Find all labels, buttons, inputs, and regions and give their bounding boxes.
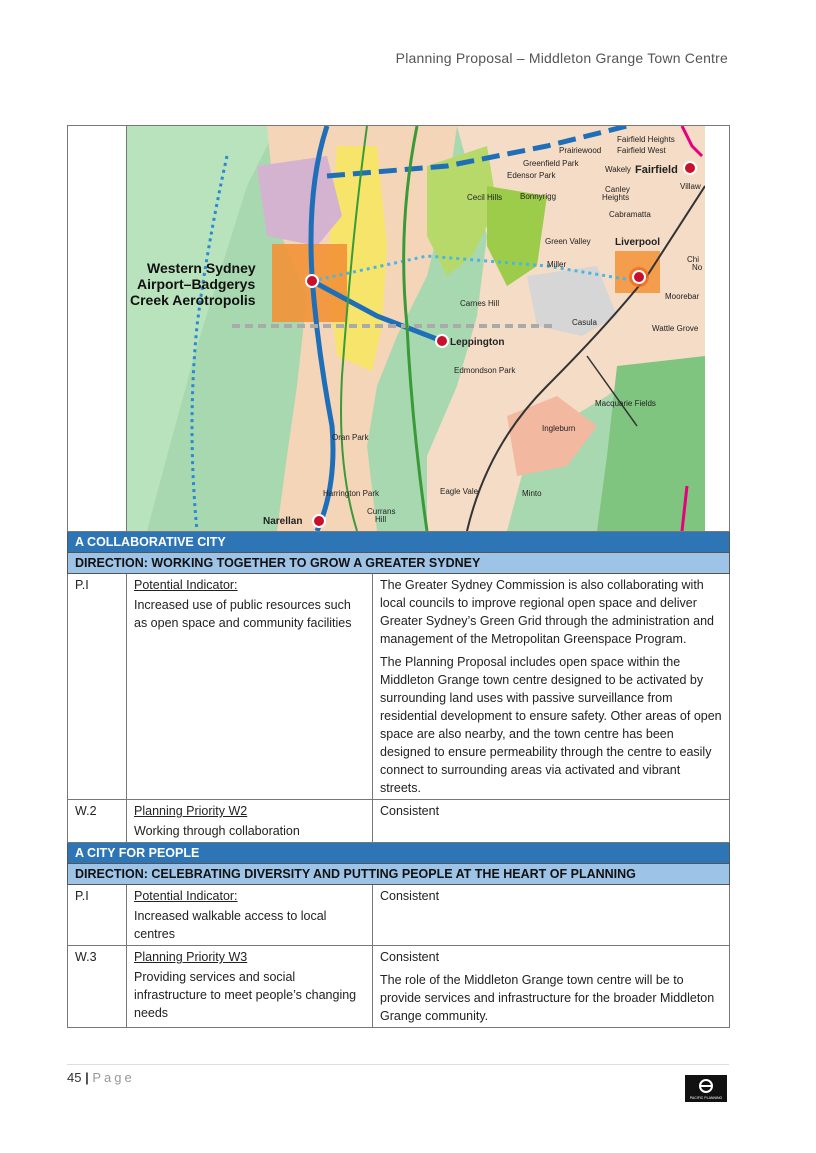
label-carnes-hill: Carnes Hill [460, 299, 500, 308]
label-currans-2: Hill [375, 515, 387, 524]
row-code: W.2 [68, 800, 127, 843]
label-edensor-park: Edensor Park [507, 171, 556, 180]
response-paragraph: Consistent [380, 889, 440, 903]
row-subtext: Increased use of public resources such as open space and community facilities [134, 598, 352, 630]
label-villawood: Villaw [680, 182, 701, 191]
label-moorebank: Moorebar [665, 292, 700, 301]
row-heading-cell [127, 574, 373, 800]
logo-mark-icon [685, 1075, 727, 1102]
map-title-line-3: Creek Aerotropolis [130, 292, 256, 308]
table-row [68, 946, 730, 1028]
label-bonnyrigg: Bonnyrigg [520, 192, 557, 201]
aerotropolis-title [130, 260, 256, 308]
section-header-collaborative-city [68, 532, 730, 553]
map-empty-cell [68, 126, 127, 532]
label-casula: Casula [572, 318, 597, 327]
liverpool-node [633, 271, 645, 283]
label-liverpool: Liverpool [615, 237, 661, 248]
aerotropolis-node [306, 275, 318, 287]
map-title-line-1: Western Sydney [147, 260, 256, 276]
response-paragraph: Consistent [380, 950, 440, 964]
row-heading-cell [127, 946, 373, 1028]
direction-title: DIRECTION: CELEBRATING DIVERSITY AND PUTTING PEOPLE AT THE HEART OF PLANNING [68, 864, 730, 885]
row-heading-cell [127, 885, 373, 946]
response-paragraph: The Planning Proposal includes open space within the Middleton Grange town centre designed to be activated by surrounding land uses with passive surveillance from residential development to ensure safety. Other areas of open space are also nearby, and the town centre has been designed to ensure permeability through the centre to easily connect to surrounding areas via activated and vibrant streets. [380, 655, 722, 795]
label-greenfield-park: Greenfield Park [523, 159, 579, 168]
row-heading: Planning Priority W3 [134, 950, 248, 964]
row-heading-cell [127, 800, 373, 843]
label-narellan: Narellan [263, 516, 303, 527]
row-response-cell [373, 946, 730, 1028]
section-title: A CITY FOR PEOPLE [68, 843, 730, 864]
label-prairiewood: Prairiewood [559, 146, 602, 155]
row-response-cell [373, 800, 730, 843]
row-response-cell [373, 574, 730, 800]
label-leppington: Leppington [450, 337, 505, 348]
label-wakely: Wakely [605, 165, 631, 174]
row-code: P.I [68, 885, 127, 946]
footer-page-number [67, 1070, 135, 1085]
row-code: W.3 [68, 946, 127, 1028]
direction-title: DIRECTION: WORKING TOGETHER TO GROW A GREATER SYDNEY [68, 553, 730, 574]
label-fairfield: Fairfield [635, 164, 678, 176]
label-harrington-park: Harrington Park [323, 489, 380, 498]
table-row [68, 800, 730, 843]
page-header-title: Planning Proposal – Middleton Grange Town Centre [395, 50, 728, 66]
fairfield-node [684, 162, 696, 174]
label-fairfield-heights: Fairfield Heights [617, 135, 675, 144]
label-canley-1: Canley [605, 185, 630, 194]
label-fairfield-west: Fairfield West [617, 146, 666, 155]
label-canley-2: Heights [602, 193, 630, 202]
label-eagle-vale: Eagle Vale [440, 487, 479, 496]
row-code: P.I [68, 574, 127, 800]
leppington-node [436, 335, 448, 347]
pacific-planning-logo [685, 1075, 727, 1102]
page-number: 45 [67, 1070, 82, 1085]
label-macquarie-fields: Macquarie Fields [595, 399, 656, 408]
section-title: A COLLABORATIVE CITY [68, 532, 730, 553]
label-chipping-1: Chi [687, 255, 700, 264]
section-header-city-for-people [68, 843, 730, 864]
narellan-node [313, 515, 325, 527]
direction-row-collaboration [68, 553, 730, 574]
response-paragraph: The Greater Sydney Commission is also collaborating with local councils to improve regional open space and deliver Greater Sydney’s Green Grid through the administration and management of the Metropolitan Greenspace Program. [380, 578, 714, 646]
row-heading: Potential Indicator: [134, 889, 238, 903]
row-heading: Potential Indicator: [134, 578, 238, 592]
logo-text: PACIFIC PLANNING [689, 1096, 723, 1100]
footer-divider [67, 1064, 729, 1065]
label-wattle-grove: Wattle Grove [652, 324, 699, 333]
label-currans-1: Currans [367, 507, 396, 516]
row-subtext: Providing services and social infrastructure to meet people’s changing needs [134, 970, 357, 1020]
map-row [68, 126, 730, 532]
table-row [68, 885, 730, 946]
label-miller: Miller [547, 260, 567, 269]
row-subtext: Increased walkable access to local centres [134, 909, 327, 941]
western-sydney-map [127, 126, 705, 531]
label-oran-park: Oran Park [332, 433, 369, 442]
label-green-valley: Green Valley [545, 237, 591, 246]
map-title-line-2: Airport–Badgerys [137, 276, 256, 292]
label-ingleburn: Ingleburn [542, 424, 576, 433]
label-cabramatta: Cabramatta [609, 210, 651, 219]
map-cell [127, 126, 730, 532]
label-cecil-hills: Cecil Hills [467, 193, 503, 202]
table-row [68, 574, 730, 800]
direction-row-diversity [68, 864, 730, 885]
response-paragraph: Consistent [380, 804, 440, 818]
page-separator: | [85, 1070, 89, 1085]
response-paragraph: The role of the Middleton Grange town centre will be to provide services and infrastructure for the broader Middleton Grange community. [380, 973, 715, 1023]
planning-priorities-table [67, 125, 730, 1028]
label-minto: Minto [522, 489, 542, 498]
label-chipping-2: No [692, 263, 703, 272]
page-word: Page [92, 1070, 135, 1085]
row-subtext: Working through collaboration [134, 824, 300, 838]
row-response-cell [373, 885, 730, 946]
label-edmondson-park: Edmondson Park [454, 366, 516, 375]
row-heading: Planning Priority W2 [134, 804, 248, 818]
